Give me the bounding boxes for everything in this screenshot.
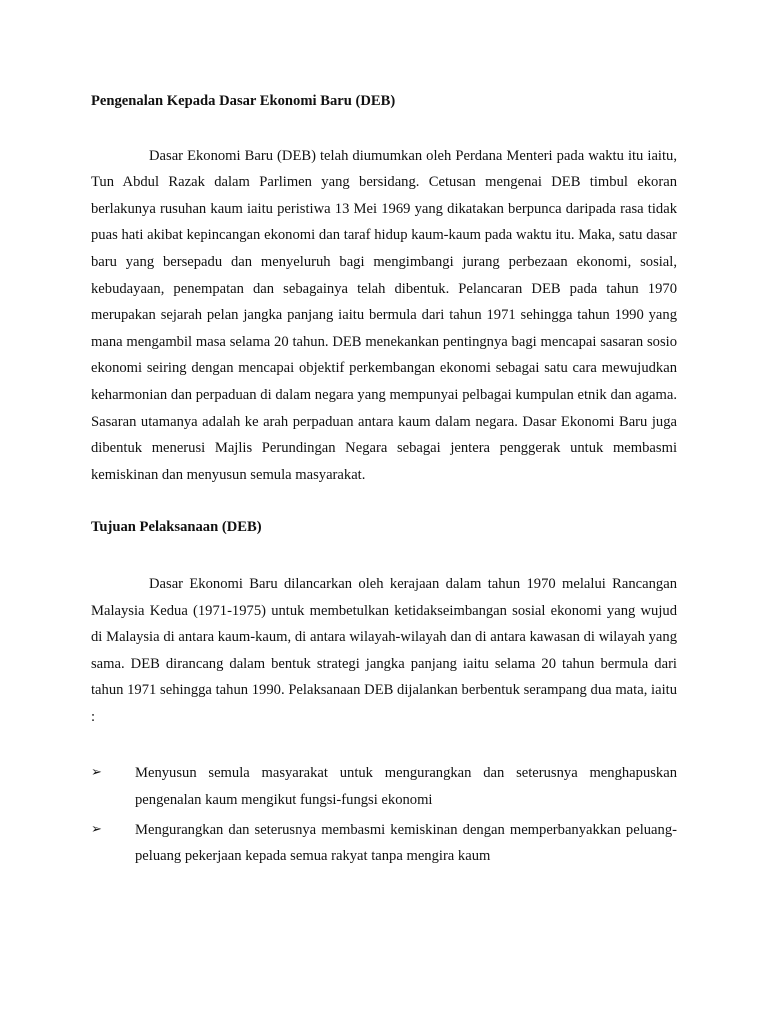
arrow-bullet-icon: ➢ xyxy=(91,821,102,837)
section-heading-objectives: Tujuan Pelaksanaan (DEB) xyxy=(91,519,262,536)
bullet-text: Mengurangkan dan seterusnya membasmi kemiskinan dengan memperbanyakkan peluang-peluang pekerjaan kepada semua rakyat tanpa mengira kaum xyxy=(135,821,677,865)
list-item xyxy=(91,760,677,813)
bullet-text: Menyusun semula masyarakat untuk mengurangkan dan seterusnya menghapuskan pengenalan kaum mengikut fungsi-fungsi ekonomi xyxy=(135,765,677,809)
list-item xyxy=(91,817,677,870)
objectives-paragraph: Dasar Ekonomi Baru dilancarkan oleh kerajaan dalam tahun 1970 melalui Rancangan Malaysia Kedua (1971-1975) untuk membetulkan ketidakseimbangan sosial ekonomi yang wujud di Malaysia di antara kaum-kaum, di antara wilayah-wilayah dan di antara kawasan di wilayah yang sama. DEB dirancang dalam bentuk strategi jangka panjang iaitu selama 20 tahun bermula dari tahun 1971 sehingga tahun 1990. Pelaksanaan DEB dijalankan berbentuk serampang dua mata, iaitu : xyxy=(91,575,677,725)
section-heading-introduction: Pengenalan Kepada Dasar Ekonomi Baru (DEB) xyxy=(91,93,396,109)
introduction-paragraph: Dasar Ekonomi Baru (DEB) telah diumumkan oleh Perdana Menteri pada waktu itu iaitu, Tun Abdul Razak dalam Parlimen yang bersidang. Cetusan mengenai DEB timbul ekoran berlakunya rusuhan kaum iaitu peristiwa 13 Mei 1969 yang dikatakan berpunca daripada rasa tidak puas hati akibat kepincangan ekonomi dan taraf hidup kaum-kaum pada waktu itu. Maka, satu dasar baru yang bersepadu dan menyeluruh bagi mengimbangi jurang perbezaan ekonomi, sosial, kebudayaan, penempatan dan sebagainya telah dibentuk. Pelancaran DEB pada tahun 1970 merupakan sejarah pelan jangka panjang iaitu bermula dari tahun 1971 sehingga tahun 1990 yang mana mengambil masa selama 20 tahun. DEB menekankan pentingnya bagi mencapai sasaran sosio ekonomi seiring dengan mencapai objektif perkembangan ekonomi sebagai satu cara mewujudkan keharmonian dan perpaduan di dalam negara yang mempunyai pelbagai kumpulan etnik dan agama. Sasaran utamanya adalah ke arah perpaduan antara kaum dalam negara. Dasar Ekonomi Baru juga dibentuk menerusi Majlis Perundingan Negara sebagai jentera penggerak untuk membasmi kemiskinan dan menyusun semula masyarakat. xyxy=(91,147,677,483)
arrow-bullet-icon: ➢ xyxy=(91,765,102,781)
objectives-bullet-list xyxy=(91,760,677,869)
document-page xyxy=(91,88,677,873)
